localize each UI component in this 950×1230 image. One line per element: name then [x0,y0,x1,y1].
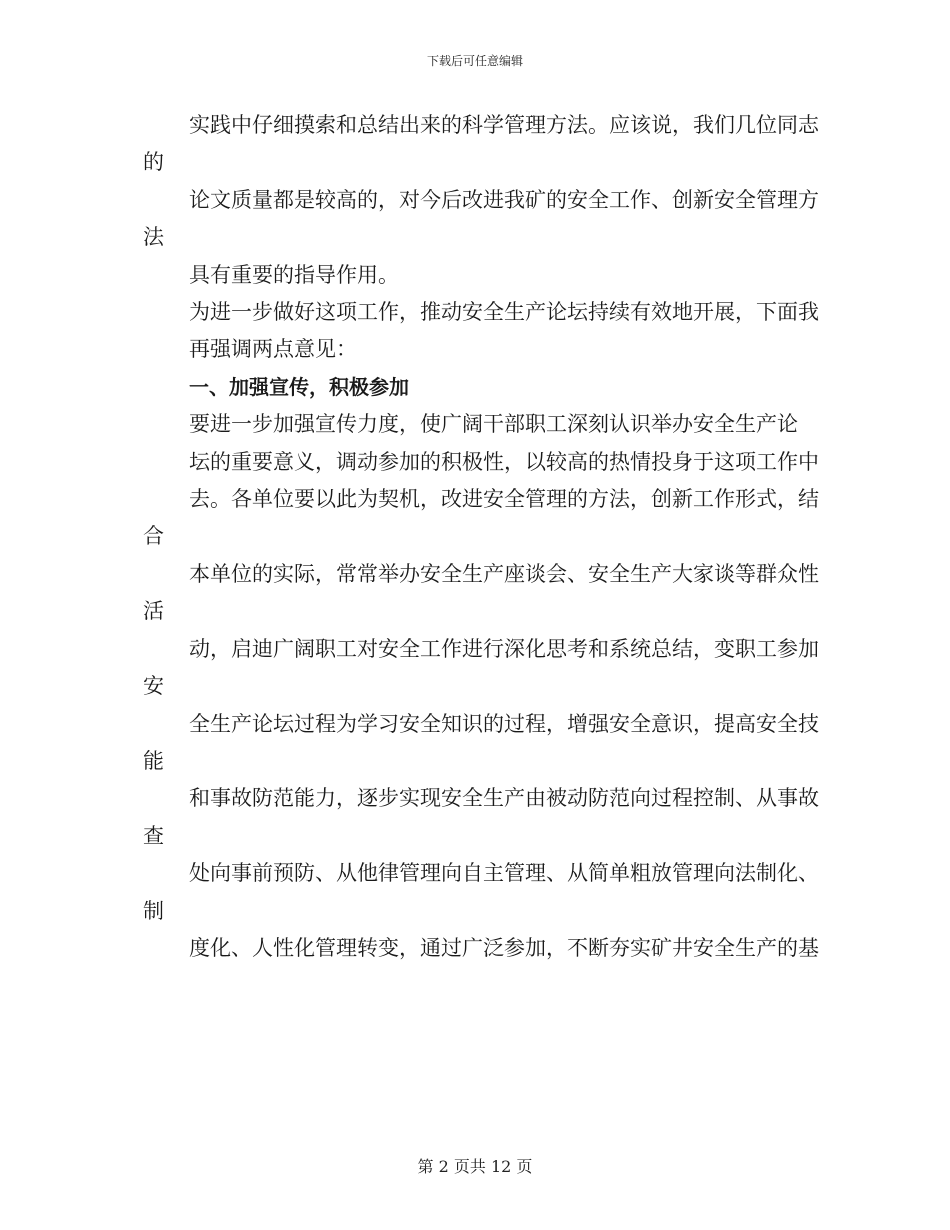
paragraph: 实践中仔细摸索和总结出来的科学管理方法。应该说，我们几位同志的 [143,113,819,175]
paragraph: 处向事前预防、从他律管理向自主管理、从简单粗放管理向法制化、制 [143,861,819,923]
paragraph: 全生产论坛过程为学习安全知识的过程，增强安全意识，提高安全技能 [143,711,819,773]
paragraph: 动，启迪广阔职工对安全工作进行深化思考和系统总结，变职工参加安 [143,636,819,699]
page-number-footer: 第 2 页共 12 页 [417,1157,533,1176]
paragraph: 再强调两点意见： [189,337,357,362]
document-body [143,107,823,967]
paragraph: 论文质量都是较高的，对今后改进我矿的安全工作、创新安全管理方法 [143,187,819,250]
paragraph: 要进一步加强宣传力度，使广阔干部职工深刻认识举办安全生产论 [189,412,798,437]
paragraph: 度化、人性化管理转变，通过广泛参加，不断夯实矿井安全生产的基 [189,935,819,960]
paragraph: 具有重要的指导作用。 [189,262,399,287]
paragraph: 为进一步做好这项工作，推动安全生产论坛持续有效地开展，下面我 [189,300,819,325]
section-heading: 一、加强宣传，积极参加 [189,374,409,399]
paragraph: 坛的重要意义，调动参加的积极性，以较高的热情投身于这项工作中 [189,449,819,474]
page-header: 下载后可任意编辑 [426,54,523,68]
paragraph: 去。各单位要以此为契机，改进安全管理的方法，创新工作形式，结合 [143,487,819,549]
paragraph: 本单位的实际，常常举办安全生产座谈会、安全生产大家谈等群众性活 [143,561,819,624]
paragraph: 和事故防范能力，逐步实现安全生产由被动防范向过程控制、从事故查 [143,786,819,848]
